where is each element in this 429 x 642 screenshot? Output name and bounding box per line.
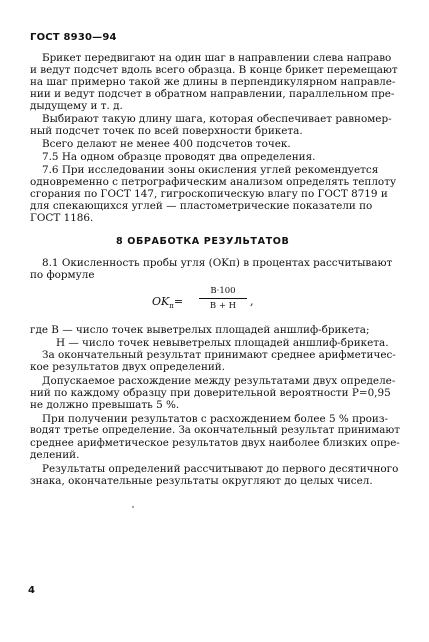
formula-numerator: B·100 bbox=[210, 286, 236, 296]
page-number: 4 bbox=[28, 585, 35, 596]
text-line: по формуле bbox=[30, 269, 95, 281]
formula bbox=[152, 286, 272, 318]
text-line: Допускаемое расхождение между результатами двух определе- bbox=[42, 375, 396, 387]
fraction-bar bbox=[199, 298, 247, 299]
text-line: Выбирают такую длину шага, которая обеспечивает равномер- bbox=[42, 113, 392, 125]
text-line: ГОСТ 1186. bbox=[30, 212, 94, 224]
formula-lhs-symbol: OK bbox=[152, 295, 170, 308]
document-header: ГОСТ 8930—94 bbox=[30, 32, 117, 43]
formula-legend-line: где B — число точек выветрелых площадей аншлиф-брикета; bbox=[30, 324, 370, 336]
text-line: среднее арифметическое результатов двух наиболее близких опре- bbox=[30, 437, 400, 449]
text-line: на шаг примерно такой же длины в перпендикулярном направле- bbox=[30, 76, 396, 88]
text-line: За окончательный результат принимают среднее арифметичес- bbox=[42, 349, 396, 361]
section-title: 8 ОБРАБОТКА РЕЗУЛЬТАТОВ bbox=[116, 236, 290, 247]
text-line: кое результатов двух определений. bbox=[30, 361, 226, 373]
text-line: сгорания по ГОСТ 147, гигроскопическую влагу по ГОСТ 8719 и bbox=[30, 188, 388, 200]
formula-fraction bbox=[199, 286, 247, 311]
text-line: При получении результатов с расхождением более 5 % произ- bbox=[42, 413, 389, 425]
text-line: 7.5 На одном образце проводят два определения. bbox=[42, 151, 316, 163]
formula-denominator: B + H bbox=[209, 301, 237, 311]
text-line: ный подсчет точек по всей поверхности брикета. bbox=[30, 125, 303, 137]
text-line: нии и ведут подсчет в обратном направлении, параллельном пре- bbox=[30, 88, 395, 100]
text-line: знака, окончательные результаты округляют до целых чисел. bbox=[30, 475, 373, 487]
text-line: Брикет передвигают на один шаг в направлении слева направо bbox=[42, 52, 392, 64]
formula-legend-line: H — число точек невыветрелых площадей аншлиф-брикета. bbox=[56, 337, 389, 349]
text-line: дыдущему и т. д. bbox=[30, 100, 123, 112]
formula-lhs-subscript: п bbox=[169, 302, 174, 311]
scan-speck bbox=[132, 506, 134, 508]
text-line: водят третье определение. За окончательный результат принимают bbox=[30, 425, 400, 436]
text-line: делений. bbox=[30, 449, 80, 461]
formula-equals: = bbox=[173, 295, 184, 308]
text-line: для спекающихся углей — пластометрические показатели по bbox=[30, 200, 373, 212]
text-line: Всего делают не менее 400 подсчетов точек. bbox=[42, 138, 291, 150]
text-line: 8.1 Окисленность пробы угля (OKп) в процентах рассчитывают bbox=[42, 257, 393, 269]
text-line: ний по каждому образцу при доверительной вероятности P=0,95 bbox=[30, 387, 391, 399]
formula-lhs bbox=[152, 295, 183, 310]
text-line: не должно превышать 5 %. bbox=[30, 399, 180, 411]
text-line: Результаты определений рассчитывают до первого десятичного bbox=[42, 463, 399, 475]
text-line: и ведут подсчет вдоль всего образца. В конце брикет перемещают bbox=[30, 64, 398, 76]
text-line: одновременно с петрографическим анализом определять теплоту bbox=[30, 176, 397, 188]
formula-comma: , bbox=[250, 295, 254, 308]
text-line: 7.6 При исследовании зоны окисления углей рекомендуется bbox=[42, 164, 379, 176]
